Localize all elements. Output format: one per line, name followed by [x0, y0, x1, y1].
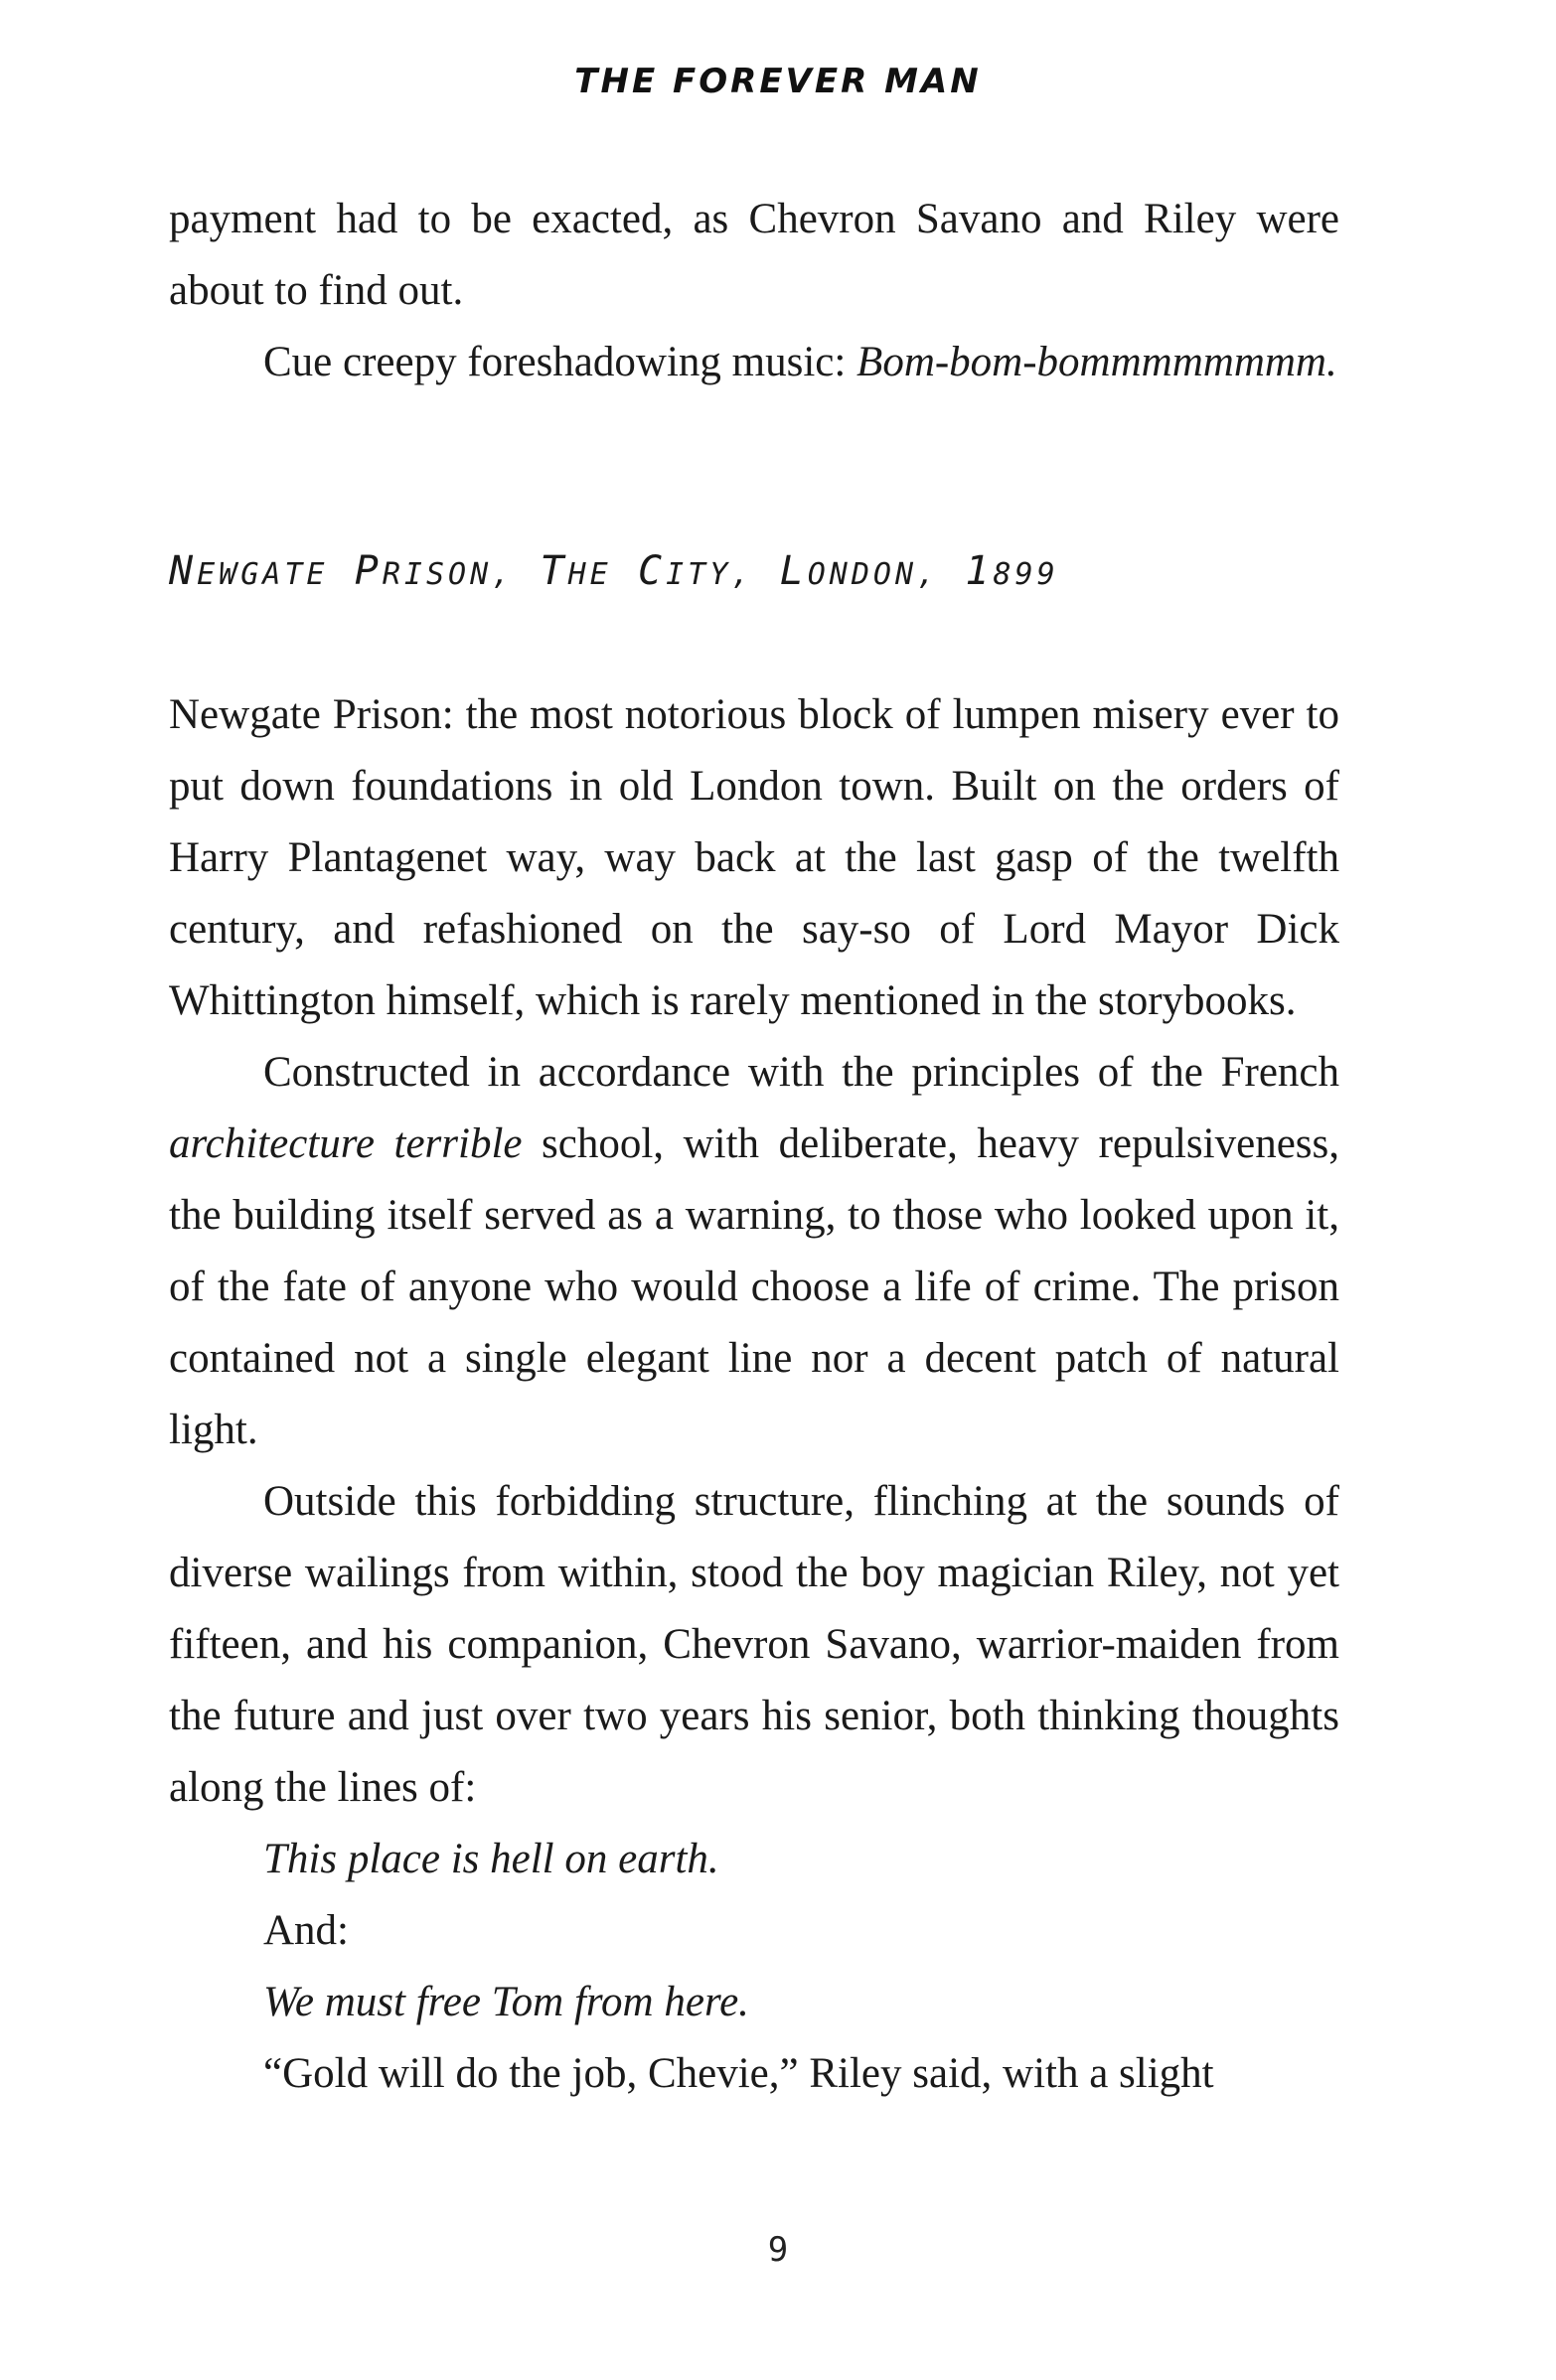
- architecture-term: architecture terrible: [169, 1120, 523, 1167]
- cue-paragraph: [169, 327, 1339, 398]
- paragraph-construction-a: Constructed in accordance with the principles of the French: [263, 1049, 1339, 1096]
- cue-music: Bom-bom-bommmmmmmm.: [856, 339, 1337, 385]
- cue-lead: Cue creepy foreshadowing music:: [263, 339, 857, 385]
- paragraph-newgate: Newgate Prison: the most notorious block of lumpen misery ever to put down foundations in old London town. Built on the orders of Harry Plantagenet way, way back at the last gasp of the twelfth century, and refashioned on the say-so of Lord Mayor Dick Whittington himself, which is rarely mentioned in the storybooks.: [169, 691, 1339, 1024]
- thought-free-tom: We must free Tom from here.: [263, 1979, 749, 2025]
- paragraph-construction-b: school, with deliberate, heavy repulsiveness, the building itself served as a warning, to those who looked upon it, of the fate of anyone who would choose a life of crime. The prison contained not a single elegant line nor a decent patch of natural light.: [169, 1120, 1339, 1453]
- paragraph-gold: “Gold will do the job, Chevie,” Riley said, with a slight: [263, 2050, 1214, 2097]
- paragraph-outside: Outside this forbidding structure, flinching at the sounds of diverse wailings from within, stood the boy magician Riley, not yet fifteen, and his companion, Chevron Savano, warrior-maiden from the future and just over two years his senior, both thinking thoughts along the lines of:: [169, 1478, 1339, 1811]
- page-number: 9: [767, 2230, 789, 2270]
- continuation-paragraph: payment had to be exacted, as Chevron Savano and Riley were about to find out.: [169, 196, 1339, 314]
- body-text: [169, 679, 1339, 2110]
- thought-hell: This place is hell on earth.: [263, 1836, 719, 1882]
- thought-line-2: [169, 1967, 1339, 2038]
- thought-line-1: [169, 1824, 1339, 1895]
- and-line: And:: [263, 1907, 349, 1954]
- opening-text: [169, 184, 1339, 398]
- section-heading: NEWGATE PRISON, THE CITY, LONDON, 1899: [169, 548, 1059, 594]
- paragraph-construction: [169, 1037, 1339, 1466]
- running-head: THE FOREVER MAN: [574, 62, 982, 101]
